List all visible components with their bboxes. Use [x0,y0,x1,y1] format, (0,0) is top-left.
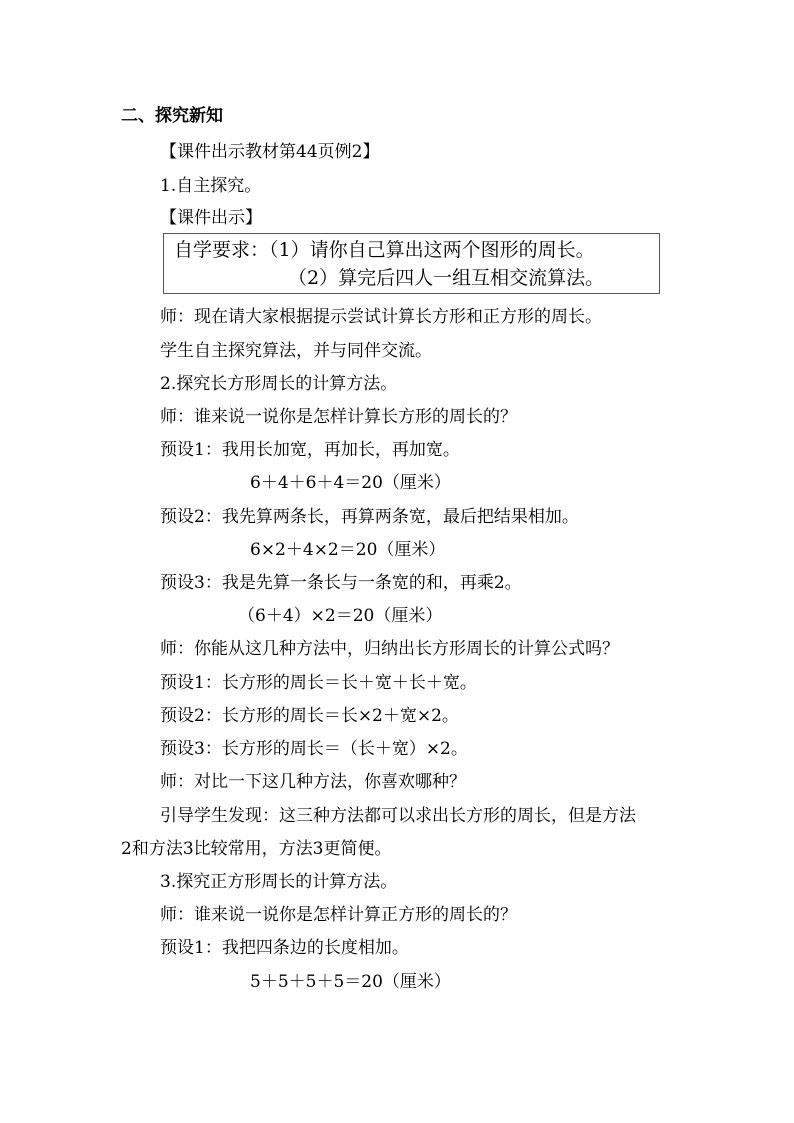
step1-heading: 1.自主探究。 [160,176,262,196]
preset1-line: 预设1：我用长加宽，再加长，再加宽。 [160,440,460,460]
student-explore-line: 学生自主探究算法，并与同伴交流。 [160,341,432,361]
preset2-line: 预设2：我先算两条长，再算两条宽，最后把结果相加。 [160,507,579,527]
rule1-line: 预设1：长方形的周长＝长＋宽＋长＋宽。 [160,673,477,693]
step2-heading: 2.探究长方形周长的计算方法。 [160,374,398,394]
teacher-try-line: 师：现在请大家根据提示尝试计算长方形和正方形的周长。 [160,307,602,327]
square-formula1-line: 5＋5＋5＋5＝20（厘米） [250,972,451,992]
self-study-box [163,233,660,294]
guide-line-1: 引导学生发现：这三种方法都可以求出长方形的周长，但是方法 [160,806,636,826]
self-study-line-2: （2）算完后四人一组互相交流算法。 [288,267,605,289]
teacher-compare-line: 师：对比一下这几种方法，你喜欢哪种？ [160,772,466,792]
courseware-example-line: 【课件出示教材第44页例2】 [160,142,380,162]
teacher-summarize-line: 师：你能从这几种方法中，归纳出长方形周长的计算公式吗？ [160,639,619,659]
formula3-line: （6＋4）×2＝20（厘米） [238,606,443,626]
teacher-ask-rect-line: 师：谁来说一说你是怎样计算长方形的周长的？ [160,407,517,427]
step3-heading: 3.探究正方形周长的计算方法。 [160,872,398,892]
rule2-line: 预设2：长方形的周长＝长×2＋宽×2。 [160,706,459,726]
formula1-line: 6＋4＋6＋4＝20（厘米） [250,473,451,493]
teacher-ask-square-line: 师：谁来说一说你是怎样计算正方形的周长的？ [160,905,517,925]
square-preset1-line: 预设1：我把四条边的长度相加。 [160,938,409,958]
guide-line-2: 2和方法3比较常用，方法3更简便。 [121,839,392,859]
preset3-line: 预设3：我是先算一条长与一条宽的和，再乘2。 [160,573,522,593]
section-title: 二、探究新知 [121,106,223,126]
rule3-line: 预设3：长方形的周长＝（长＋宽）×2。 [160,739,468,759]
courseware-show-line: 【课件出示】 [160,208,262,228]
self-study-line-1: 自学要求：（1）请你自己算出这两个图形的周长。 [174,239,595,261]
formula2-line: 6×2＋4×2＝20（厘米） [250,540,446,560]
